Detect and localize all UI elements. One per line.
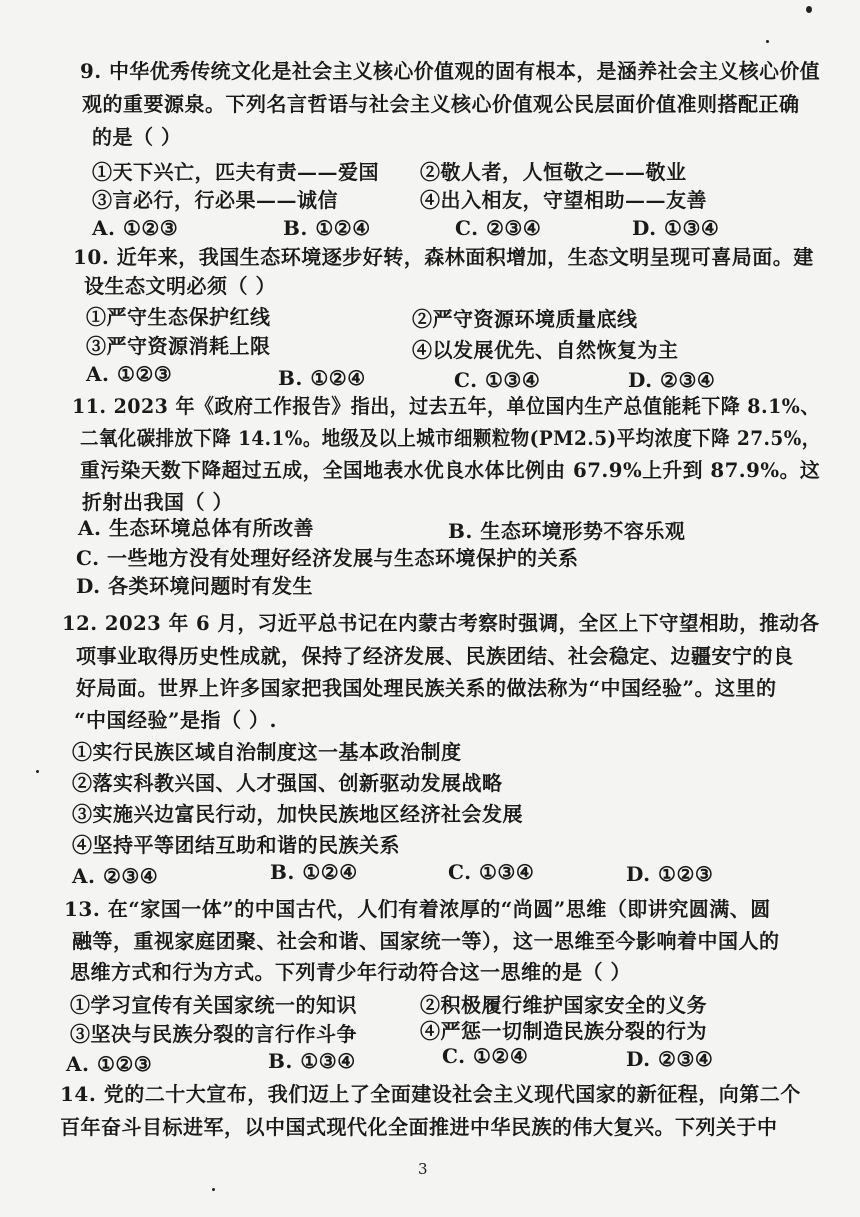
q12-stem-line-1: 12. 2023 年 6 月，习近平总书记在内蒙古考察时强调，全区上下守望相助，推动各 [62,611,820,635]
q9-stem-line-1: 9. 中华优秀传统文化是社会主义核心价值观的固有根本，是涵养社会主义核心价值 [80,59,821,83]
q9-choice-a: A. ①②③ [92,216,179,240]
q12-stem-line-3: 好局面。世界上许多国家把我国处理民族关系的做法称为“中国经验”。这里的 [76,676,777,700]
q12-option-2: ②落实科教兴国、人才强国、创新驱动发展战略 [72,771,503,795]
q12-stem-line-2: 项事业取得历史性成就，保持了经济发展、民族团结、社会稳定、边疆安宁的良 [76,644,794,668]
q10-choice-d: D. ②③④ [628,368,716,392]
q9-choice-b: B. ①②④ [283,216,371,240]
q11-choice-a: A. 生态环境总体有所改善 [78,516,314,540]
q13-option-2: ②积极履行维护国家安全的义务 [420,993,707,1017]
q11-choice-c: C. 一些地方没有处理好经济发展与生态环境保护的关系 [76,546,579,570]
q13-stem-line-2: 融等，重视家庭团聚、社会和谐、国家统一等），这一思维至今影响着中国人的 [72,929,780,953]
q12-choice-c: C. ①③④ [448,860,535,884]
q10-choice-b: B. ①②④ [278,366,366,390]
q12-choice-d: D. ①②③ [626,862,714,886]
q9-stem-line-3: 的是（ ） [92,125,182,149]
q9-choice-d: D. ①③④ [632,216,720,240]
q10-stem-line-1: 10. 近年来，我国生态环境逐步好转，森林面积增加，生态文明呈现可喜局面。建 [73,245,814,269]
q12-choice-b: B. ①②④ [270,860,358,884]
q11-choice-d: D. 各类环境问题时有发生 [76,574,314,598]
page-number: 3 [418,1160,428,1178]
q10-option-3: ③严守资源消耗上限 [86,334,271,358]
q9-choice-c: C. ②③④ [455,216,542,240]
scan-speck [806,6,812,13]
q12-stem-line-4: “中国经验”是指（ ）. [74,708,277,732]
q9-option-1: ①天下兴亡，匹夫有责——爱国 [92,160,379,184]
q12-option-4: ④坚持平等团结互助和谐的民族关系 [72,833,400,857]
q11-stem-line-2: 二氧化碳排放下降 14.1%。地级及以上城市细颗粒物(PM2.5)平均浓度下降 27.5%， [80,426,821,450]
q10-option-1: ①严守生态保护红线 [86,305,271,329]
q12-choice-a: A. ②③④ [72,864,159,888]
q9-option-3: ③言必行，行必果——诚信 [92,188,338,212]
q9-stem-line-2: 观的重要源泉。下列名言哲语与社会主义核心价值观公民层面价值准则搭配正确 [82,92,800,116]
q13-choice-d: D. ②③④ [626,1047,714,1071]
q13-stem-line-3: 思维方式和行为方式。下列青少年行动符合这一思维的是（ ） [70,960,631,984]
q13-option-4: ④严惩一切制造民族分裂的行为 [420,1019,707,1043]
q11-choice-b: B. 生态环境形势不容乐观 [448,519,686,543]
q10-choice-c: C. ①③④ [454,368,541,392]
q11-stem-line-1: 11. 2023 年《政府工作报告》指出，过去五年，单位国内生产总值能耗下降 8.1%、 [72,394,820,418]
q9-option-2: ②敬人者，人恒敬之——敬业 [420,160,687,184]
q14-stem-line-1: 14. 党的二十大宣布，我们迈上了全面建设社会主义现代国家的新征程，向第二个 [60,1082,801,1106]
q11-stem-line-3: 重污染天数下降超过五成，全国地表水优良水体比例由 67.9%上升到 87.9%。这 [80,458,821,482]
q13-choice-c: C. ①②④ [442,1044,529,1068]
q13-choice-a: A. ①②③ [66,1052,153,1076]
scan-speck [212,1188,215,1191]
q12-option-3: ③实施兴边富民行动，加快民族地区经济社会发展 [72,802,523,826]
q14-stem-line-2: 百年奋斗目标进军，以中国式现代化全面推进中华民族的伟大复兴。下列关于中 [60,1115,778,1139]
q13-choice-b: B. ①③④ [268,1049,356,1073]
scan-speck [766,40,769,43]
q11-stem-line-4: 折射出我国（ ） [82,490,233,514]
q10-choice-a: A. ①②③ [86,362,173,386]
q9-option-4: ④出入相友，守望相助——友善 [420,188,707,212]
q10-option-4: ④以发展优先、自然恢复为主 [412,338,679,362]
q12-option-1: ①实行民族区域自治制度这一基本政治制度 [72,740,462,764]
q13-stem-line-1: 13. 在“家国一体”的中国古代，人们有着浓厚的“尚圆”思维（即讲究圆满、圆 [64,897,771,921]
q10-option-2: ②严守资源环境质量底线 [412,307,638,331]
q10-stem-line-2: 设生态文明必须（ ） [84,274,276,298]
scan-speck [36,770,39,773]
q13-option-1: ①学习宣传有关国家统一的知识 [70,993,357,1017]
q13-option-3: ③坚决与民族分裂的言行作斗争 [70,1022,357,1046]
